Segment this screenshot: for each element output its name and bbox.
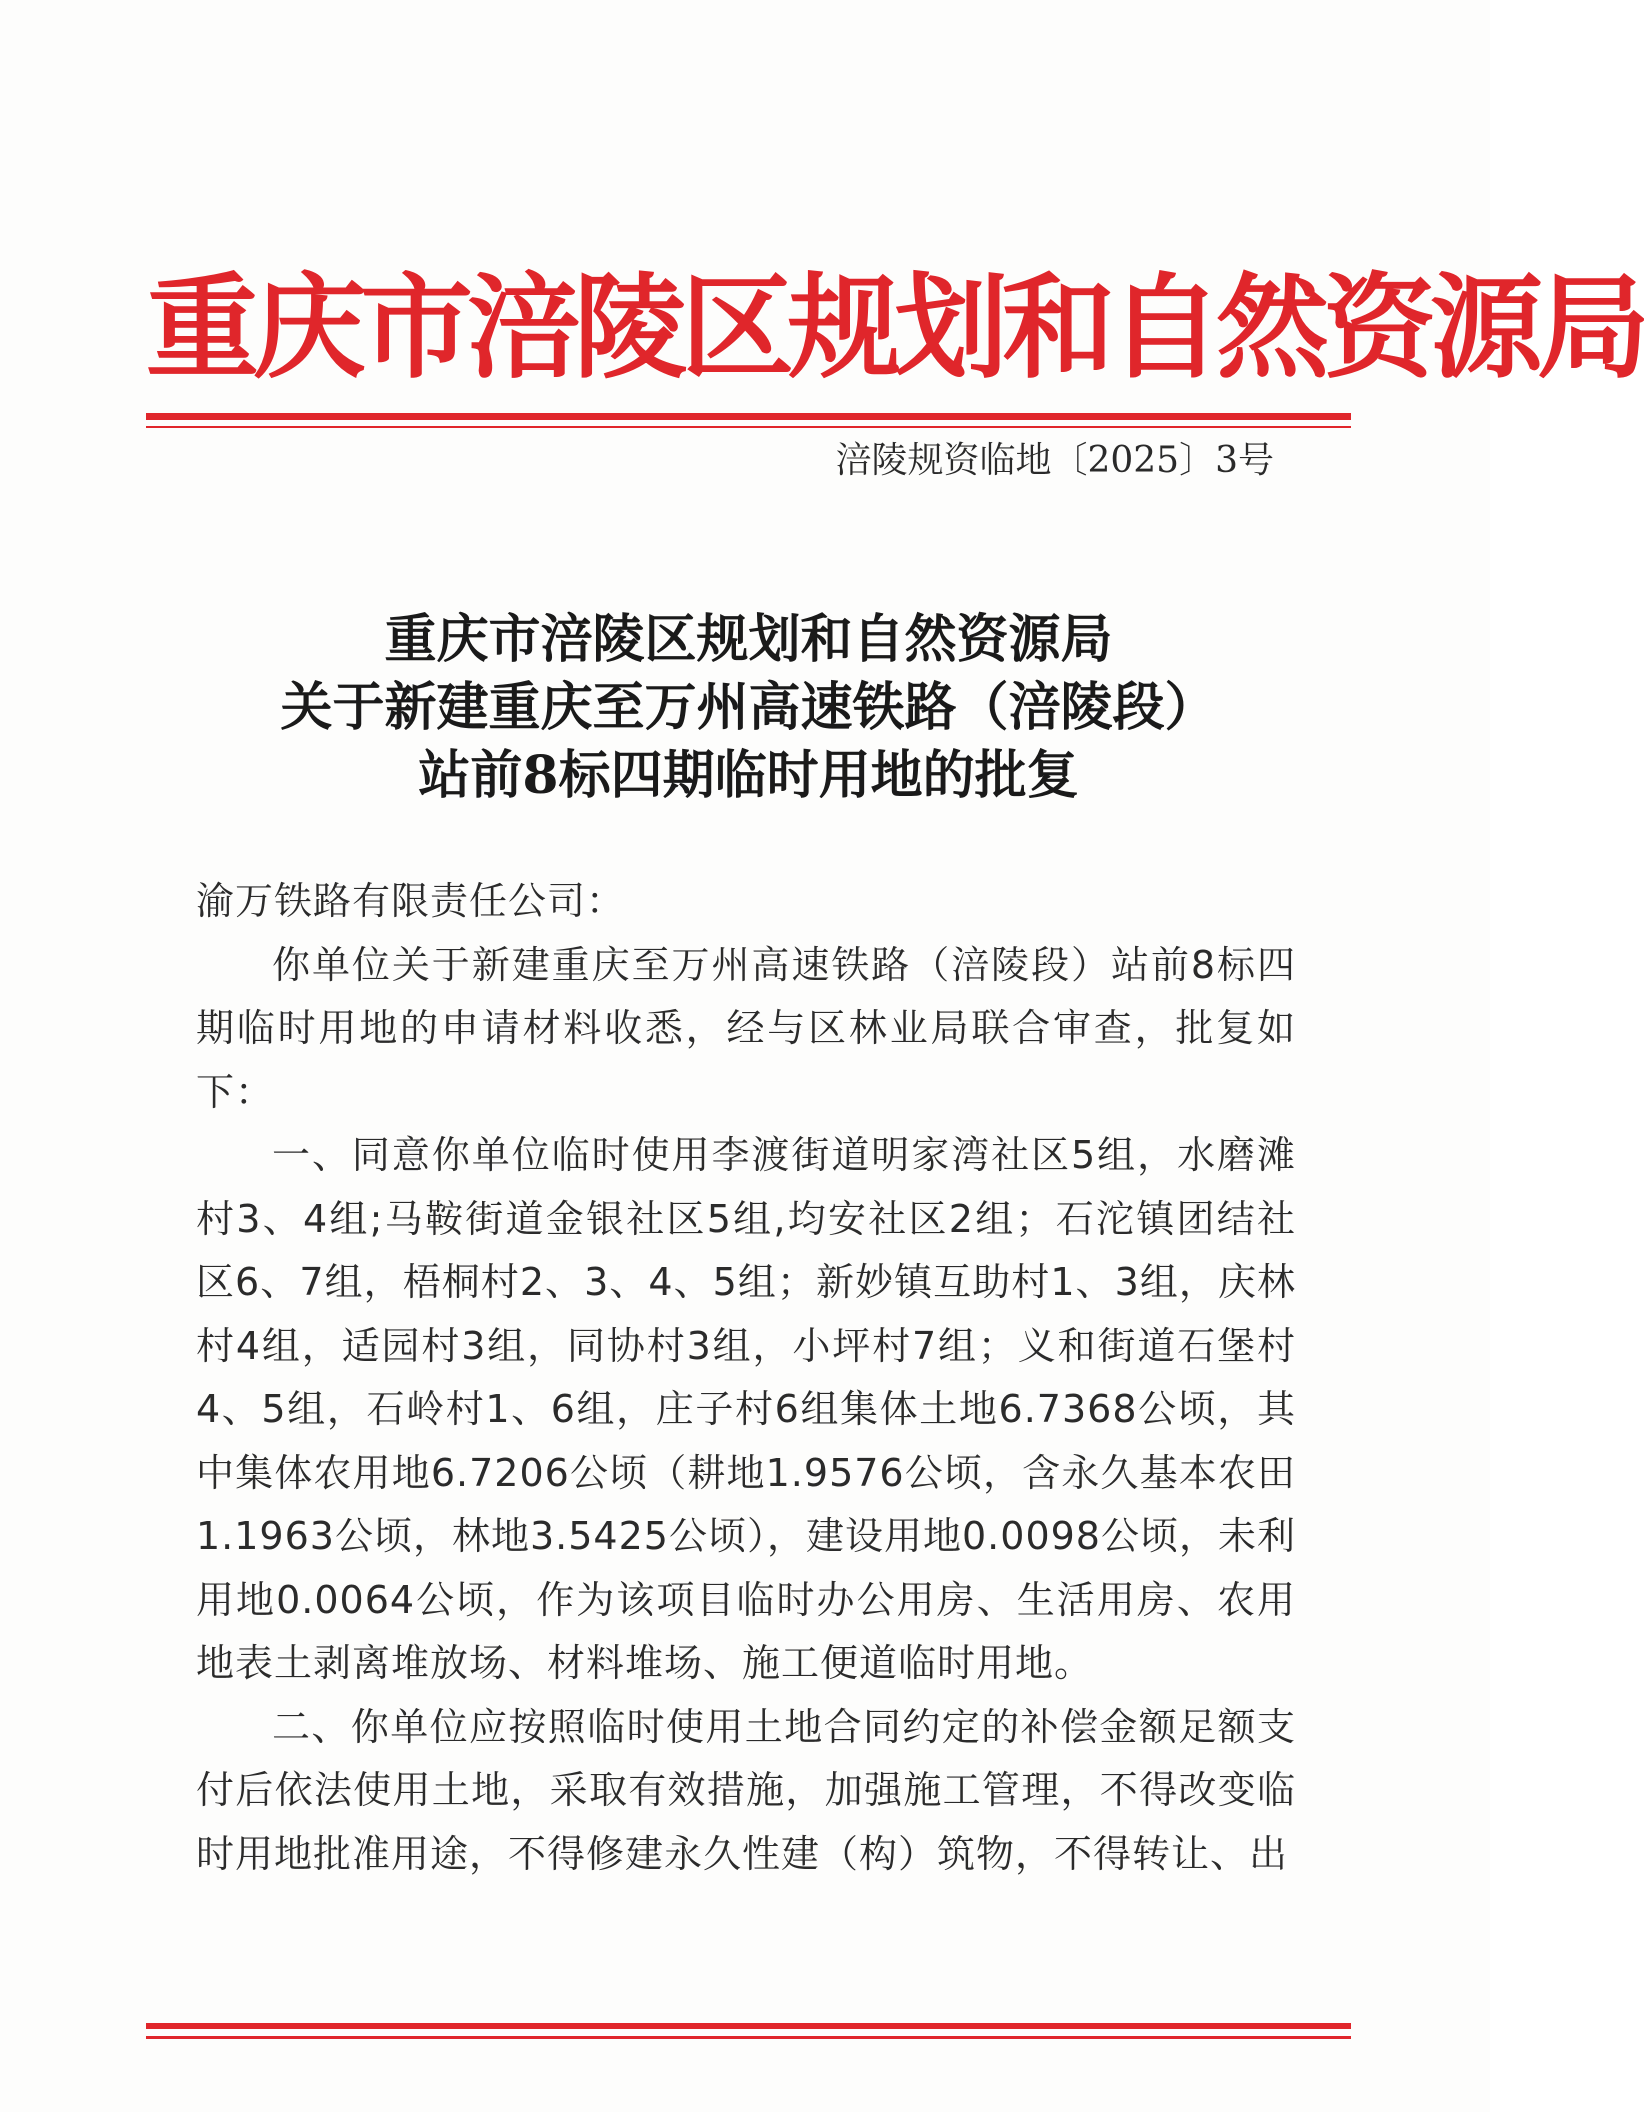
document-title [146, 606, 1351, 810]
document-number: 涪陵规资临地〔2025〕3号 [835, 440, 1274, 481]
title-line-2: 关于新建重庆至万州高速铁路（涪陵段） [280, 677, 1217, 738]
salutation: 渝万铁路有限责任公司： [196, 879, 626, 923]
header-red-rule-thin [146, 426, 1351, 428]
issuer-masthead: 重庆市涪陵区规划和自然资源局 [146, 261, 1644, 394]
paragraph-item-2: 二、你单位应按照临时使用土地合同约定的补偿金额足额支付后依法使用土地，采取有效措施，加强施工管理，不得改变临时用地批准用途，不得修建永久性建（构）筑物，不得转让、出 [196, 1704, 1296, 1876]
header-red-rule-thick [146, 413, 1351, 420]
document-body [196, 870, 1296, 1886]
title-line-3: 站前8标四期临时用地的批复 [418, 745, 1079, 806]
footer-red-rule-thin [146, 2036, 1351, 2039]
title-line-1: 重庆市涪陵区规划和自然资源局 [384, 609, 1113, 670]
footer-red-rule-thick [146, 2023, 1351, 2029]
paragraph-intro: 你单位关于新建重庆至万州高速铁路（涪陵段）站前8标四期临时用地的申请材料收悉，经与区林业局联合审查，批复如下： [196, 942, 1296, 1114]
paragraph-item-1: 一、同意你单位临时使用李渡街道明家湾社区5组，水磨滩村3、4组;马鞍街道金银社区5组,均安社区2组；石沱镇团结社区6、7组，梧桐村2、3、4、5组；新妙镇互助村1、3组，庆林村4组，适园村3组，同协村3组，小坪村7组；义和街道石堡村4、5组，石岭村1、6组，庄子村6组集体土地6.7368公顷，其中集体农用地6.7206公顷（耕地1.9576公顷，含永久基本农田1.1963公顷，林地3.5425公顷），建设用地0.0098公顷，未利用地0.0064公顷，作为该项目临时办公用房、生活用房、农用地表土剥离堆放场、材料堆场、施工便道临时用地。 [196, 1133, 1296, 1685]
